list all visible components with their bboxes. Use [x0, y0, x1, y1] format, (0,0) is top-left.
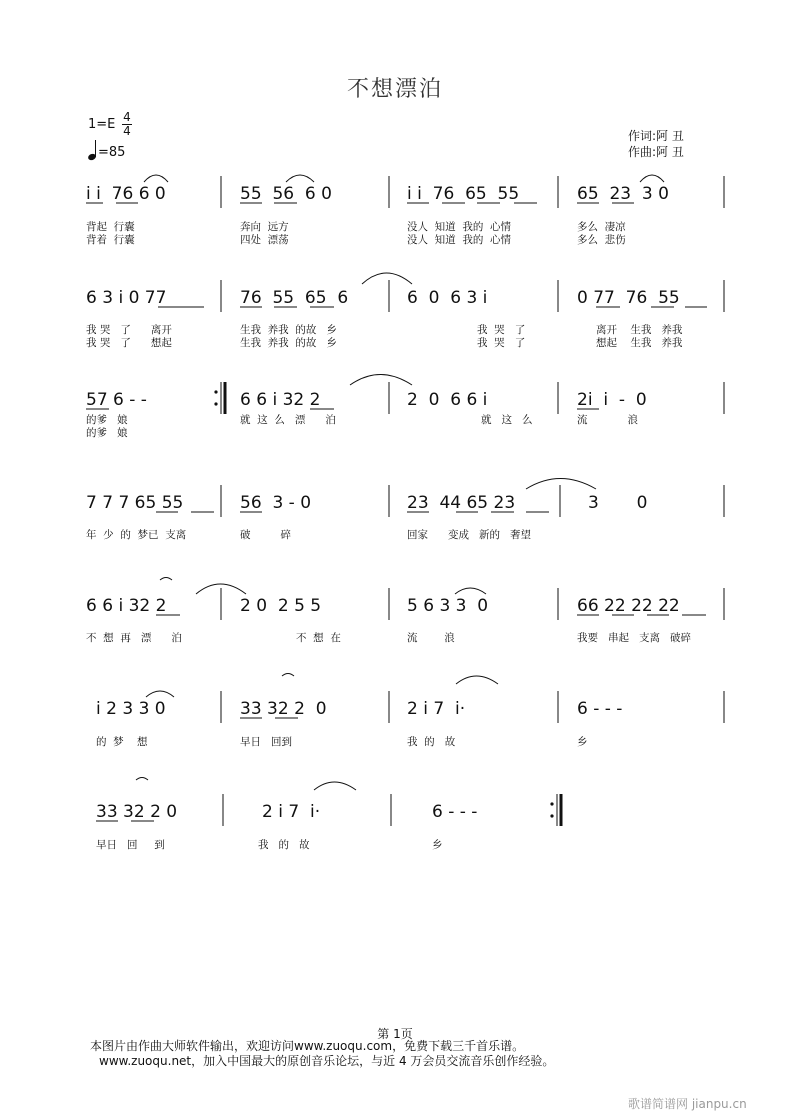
- repeat-dot: [214, 402, 217, 405]
- repeat-dot: [550, 802, 553, 805]
- tie-arc: [286, 175, 314, 182]
- measure-notes: 2 0 6 6 i: [407, 390, 488, 410]
- measure-notes: 66 22 22 22: [577, 596, 680, 616]
- lyric-line-1: 乡: [577, 736, 588, 748]
- tie-arc: [160, 578, 172, 581]
- time-signature-top: 4: [123, 110, 131, 124]
- measure-notes: 57 6 - -: [86, 390, 147, 410]
- system-4: [86, 479, 724, 542]
- key-label: 1=E: [88, 117, 116, 132]
- composer: 作曲:阿 丑: [628, 145, 684, 159]
- time-signature-bottom: 4: [123, 124, 131, 138]
- repeat-dot: [214, 390, 217, 393]
- system-6: [96, 674, 724, 749]
- measure-notes: 6 6 i 32 2: [86, 596, 167, 616]
- system-3: [86, 375, 724, 440]
- footer-line-2: www.zuoqu.net，加入中国最大的原创音乐论坛，与近 4 万会员交流音乐创作经验。: [99, 1054, 555, 1068]
- tie-arc: [314, 782, 356, 790]
- measure-notes: i i 76 65 55: [407, 184, 520, 204]
- lyric-line-2: 我 哭 了 想起: [86, 337, 172, 349]
- lyric-line-2: 生我 养我 的故 乡: [240, 337, 337, 349]
- tie-arc: [146, 691, 174, 697]
- lyric-line-1: 的爹 娘: [86, 414, 128, 426]
- measure-notes: 6 6 i 32 2: [240, 390, 321, 410]
- tie-arc: [455, 588, 486, 594]
- footer-line-1: 本图片由作曲大师软件输出，欢迎访问www.zuoqu.com，免费下载三千首乐谱。: [90, 1039, 525, 1053]
- measure-notes: 76 55 65 6: [240, 288, 349, 308]
- lyric-line-1: 流 浪: [577, 414, 639, 426]
- lyric-line-1: 生我 养我 的故 乡: [240, 324, 337, 336]
- repeat-dot: [550, 814, 553, 817]
- measure-notes: 2 i 7 i·: [407, 699, 466, 719]
- measure-notes: 65 23 3 0: [577, 184, 669, 204]
- tie-arc: [526, 479, 596, 490]
- lyric-line-1: 破 碎: [240, 529, 292, 541]
- lyric-line-1: 早日 回 到: [96, 839, 165, 851]
- tie-arc: [362, 273, 412, 284]
- measure-notes: i 2 3 3 0: [96, 699, 166, 719]
- lyric-line-1: 我 的 故: [407, 736, 456, 748]
- system-5: [86, 578, 724, 645]
- system-7: [96, 778, 561, 852]
- measure-notes: 33 32 2 0: [240, 699, 327, 719]
- tie-arc: [640, 175, 664, 182]
- lyric-line-1: 不 想 再 漂 泊: [86, 632, 182, 644]
- lyric-line-2: 没人 知道 我的 心情: [407, 234, 512, 246]
- lyric-line-1: 背起 行囊: [86, 221, 135, 233]
- measure-notes: 6 3 i 0 77: [86, 288, 167, 308]
- lyric-line-1: 我 的 故: [258, 839, 310, 851]
- measure-notes: 2i i - 0: [577, 390, 647, 410]
- footer: [0, 1027, 790, 1068]
- lyric-line-1: 回家 变成 新的 奢望: [407, 529, 532, 541]
- lyric-line-1: 早日 回到: [240, 736, 293, 748]
- tie-arc: [456, 676, 498, 684]
- measure-notes: 56 3 - 0: [240, 493, 312, 513]
- lyric-line-2: 四处 漂荡: [240, 234, 289, 246]
- lyric-line-2: 想起 生我 养我: [596, 337, 683, 349]
- measure-notes: 55 56 6 0: [240, 184, 332, 204]
- lyric-line-2: 我 哭 了: [477, 337, 526, 349]
- tie-arc: [144, 175, 168, 182]
- measure-notes: 7 7 7 65 55: [86, 493, 184, 513]
- measure-notes: 6 - - -: [577, 699, 623, 719]
- tempo-value: =85: [98, 145, 126, 160]
- measure-notes: 23 44 65 23: [407, 493, 516, 513]
- lyric-line-1: 我 哭 了: [477, 324, 526, 336]
- tie-arc: [136, 778, 148, 781]
- lyricist: 作词:阿 丑: [628, 129, 684, 143]
- measure-notes: 6 0 6 3 i: [407, 288, 488, 308]
- lyric-line-1: 没人 知道 我的 心情: [407, 221, 512, 233]
- lyric-line-1: 流 浪: [407, 632, 455, 644]
- lyric-line-1: 离开 生我 养我: [596, 324, 683, 336]
- lyric-line-1: 就 这 么: [481, 414, 533, 426]
- lyric-line-1: 的 梦 想: [96, 736, 148, 748]
- lyric-line-1: 多么 凄凉: [577, 221, 626, 233]
- measure-notes: 2 i 7 i·: [262, 802, 321, 822]
- measure-notes: 2 0 2 5 5: [240, 596, 322, 616]
- page-number: 第 1页: [377, 1027, 413, 1041]
- lyric-line-2: 背着 行囊: [86, 234, 135, 246]
- lyric-line-2: 多么 悲伤: [577, 234, 626, 246]
- measure-notes: 5 6 3 3 0: [407, 596, 489, 616]
- lyric-line-1: 就 这 么 漂 泊: [240, 414, 336, 426]
- lyric-line-1: 年 少 的 梦已 支离: [86, 529, 187, 541]
- measure-notes: 0 77 76 55: [577, 288, 680, 308]
- system-2: [86, 273, 724, 349]
- watermark: 歌谱简谱网 jianpu.cn: [628, 1097, 747, 1111]
- measure-notes: i i 76 6 0: [86, 184, 166, 204]
- song-title: 不想漂泊: [346, 77, 443, 102]
- measure-notes: 6 - - -: [432, 802, 478, 822]
- lyric-line-1: 奔向 远方: [240, 221, 289, 233]
- lyric-line-1: 不 想 在: [296, 632, 341, 644]
- tie-arc: [282, 674, 294, 677]
- measure-notes: 33 32 2 0: [96, 802, 178, 822]
- system-1: [86, 175, 724, 246]
- lyric-line-1: 我要 串起 支离 破碎: [577, 632, 692, 644]
- tie-arc: [350, 375, 412, 386]
- lyric-line-1: 我 哭 了 离开: [86, 324, 172, 336]
- lyric-line-2: 的爹 娘: [86, 427, 128, 439]
- measure-notes: 3 0: [588, 493, 648, 513]
- lyric-line-1: 乡: [432, 839, 443, 851]
